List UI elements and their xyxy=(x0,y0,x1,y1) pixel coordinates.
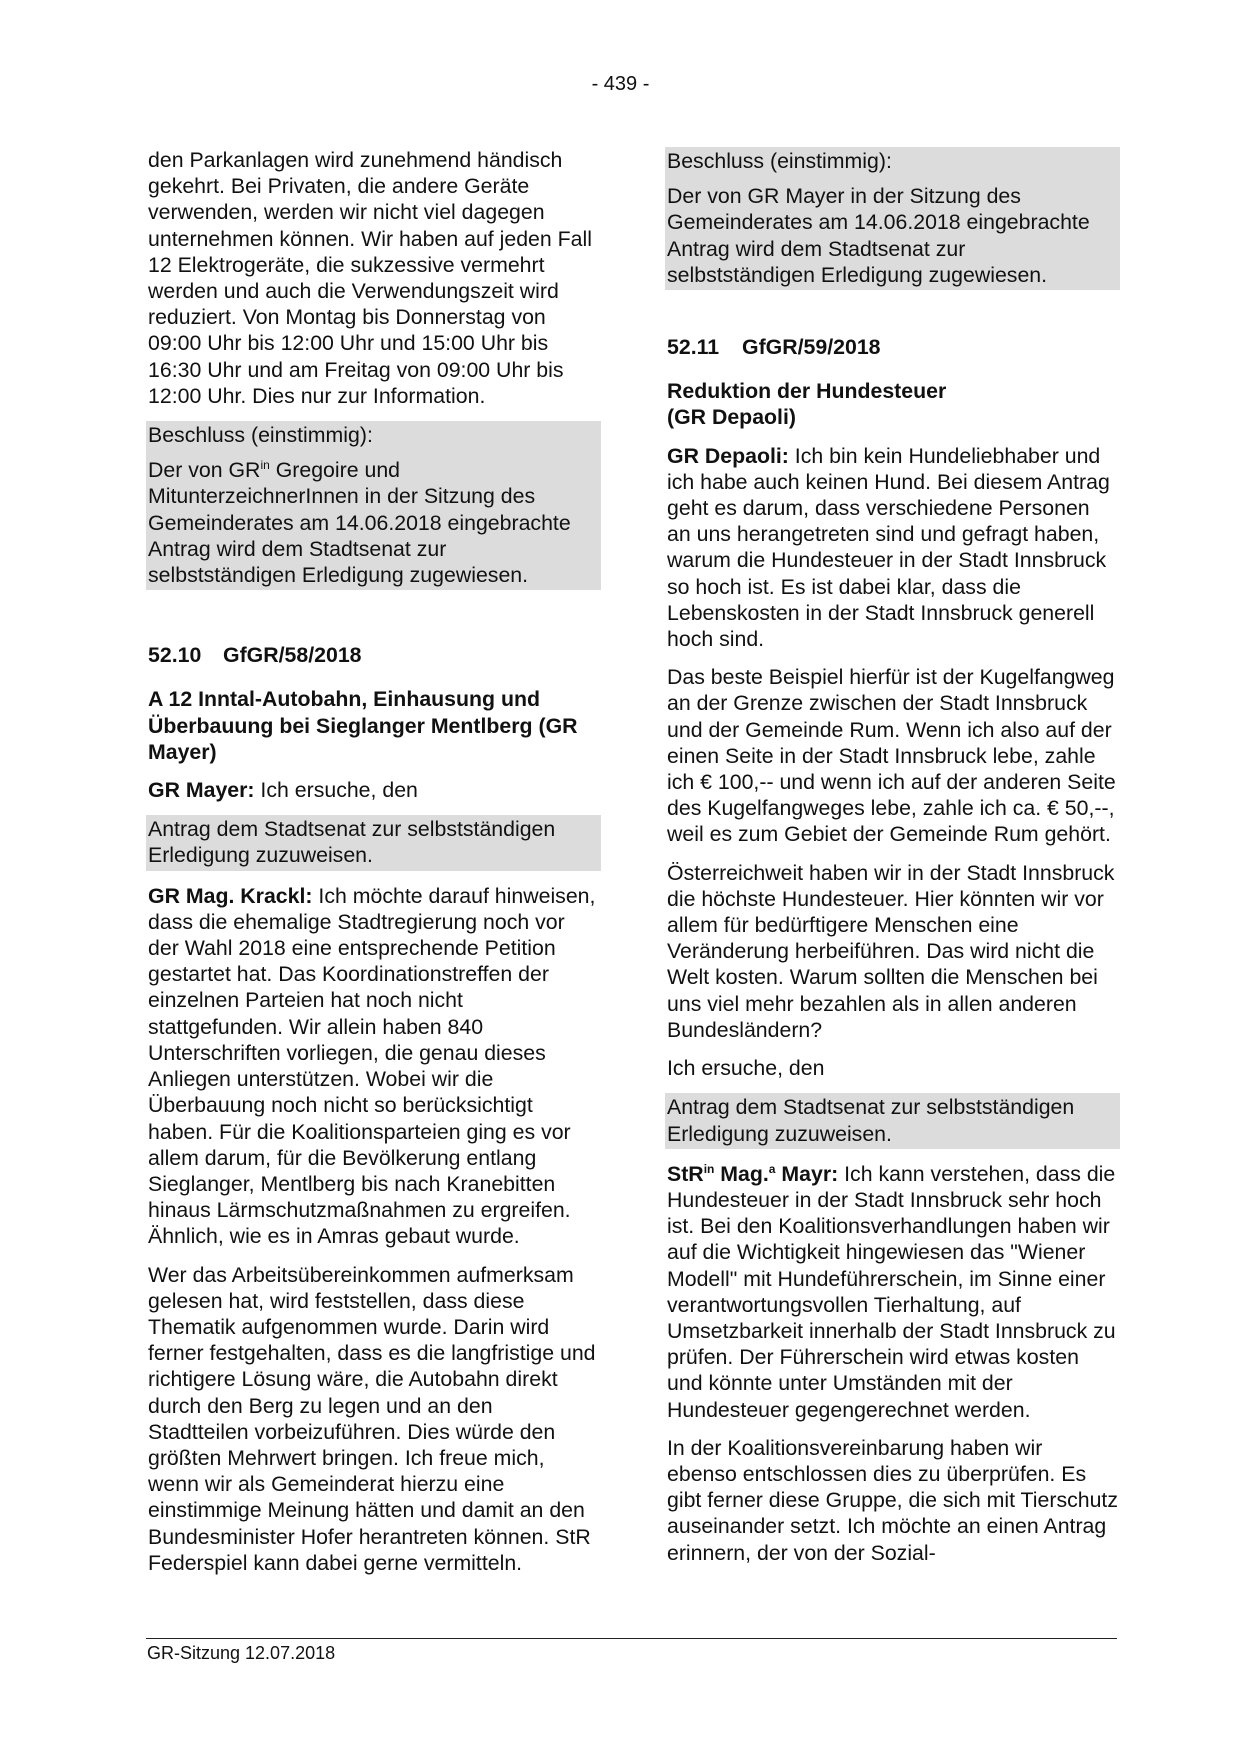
speech-text: Ich bin kein Hundeliebhaber und ich habe auch keinen Hund. Bei diesem Antrag geht es darum, dass verschiedene Personen an uns herangetreten sind und gefragt haben, warum die Hundesteuer in der Stadt Innsbruck so hoch ist. Es ist dabei klar, dass die Lebenskosten in der Stadt Innsbruck generell hoch sind. xyxy=(667,443,1110,652)
paragraph: Das beste Beispiel hierfür ist der Kugelfangweg an der Grenze zwischen der Stadt Innsbruck und der Gemeinde Rum. Wenn ich also auf der einen Seite in der Stadt Innsbruck lebe, zahle ich € 100,-- und wenn ich auf der anderen Seite des Kugelfangweges lebe, zahle ich ca. € 50,--, weil es zum Gebiet der Gemeinde Rum gehört. xyxy=(667,665,1116,847)
speaker-title: StR xyxy=(667,1161,704,1186)
speaker-name xyxy=(667,1162,838,1186)
speech-paragraph xyxy=(665,1161,1120,1423)
paragraph: Wer das Arbeitsübereinkommen aufmerksam gelesen hat, wird feststellen, dass diese Thematik aufgenommen wurde. Darin wird ferner festgehalten, dass es die langfristige und richtigere Lösung wäre, die Autobahn direkt durch den Berg zu legen und an den Stadtteilen vorbeizuführen. Dies würde den größten Mehrwert bringen. Ich freue mich, wenn wir als Gemeinderat hierzu eine einstimmige Meinung hätten und damit an den Bundesminister Hofer herantreten können. StR Federspiel kann dabei gerne vermitteln. xyxy=(148,1262,596,1575)
speech-text: Ich kann verstehen, dass die Hundesteuer in der Stadt Innsbruck sehr hoch ist. Bei den Koalitionsverhandlungen haben wir auf die Wichtigkeit hingewiesen das "Wiener Modell" mit Hundeführerschein, im Sinne einer verantwortungsvollen Tierhaltung, auf Umsetzbarkeit innerhalb der Stadt Innsbruck zu prüfen. Der Führerschein wird etwas kosten und könnte unter Umständen mit der Hundesteuer gegengerechnet werden. xyxy=(667,1161,1116,1422)
section-title: A 12 Inntal-Autobahn, Einhausung und Überbauung bei Sieglanger Mentlberg (GR Mayer) xyxy=(148,687,578,764)
spacer xyxy=(146,602,601,642)
paragraph: den Parkanlagen wird zunehmend händisch gekehrt. Bei Privaten, die andere Geräte verwenden, werden wir nicht viel dagegen unternehmen können. Wir haben auf jeden Fall 12 Elektrogeräte, die sukzessive vermehrt werden und auch die Verwendungszeit wird reduziert. Von Montag bis Donnerstag von 09:00 Uhr bis 12:00 Uhr und 15:00 Uhr bis 16:30 Uhr und am Freitag von 09:00 Uhr bis 12:00 Uhr. Dies nur zur Information. xyxy=(148,148,592,408)
section-code: GfGR/58/2018 xyxy=(223,643,362,668)
speech-text: Ich ersuche, den xyxy=(254,778,418,803)
resolution-body xyxy=(146,456,601,590)
superscript: in xyxy=(260,458,270,473)
left-column xyxy=(146,147,601,1588)
motion-highlight: Antrag dem Stadtsenat zur selbstständigen Erledigung zuzuweisen. xyxy=(665,1093,1120,1148)
spacer xyxy=(665,302,1120,334)
motion-highlight: Antrag dem Stadtsenat zur selbstständigen Erledigung zuzuweisen. xyxy=(146,815,601,870)
resolution-text: Der von GR xyxy=(148,458,261,483)
footer-divider xyxy=(146,1638,1117,1639)
superscript: in xyxy=(703,1161,715,1176)
resolution-text: Gregoire und MitunterzeichnerInnen in der Sitzung des Gemeinderates am 14.06.2018 eingebrachte Antrag wird dem Stadtsenat zur selbstständigen Erledigung zugewiesen. xyxy=(148,458,571,588)
page-number: - 439 - xyxy=(591,73,650,95)
speech-paragraph xyxy=(146,777,601,803)
speaker-name: GR Mag. Krackl: xyxy=(148,883,313,908)
section-code: GfGR/59/2018 xyxy=(742,335,881,360)
section-heading xyxy=(665,334,1120,360)
footer-text: GR-Sitzung 12.07.2018 xyxy=(147,1643,336,1663)
paragraph: Österreichweit haben wir in der Stadt Innsbruck die höchste Hundesteuer. Hier könnten wir vor allem für bedürftigere Menschen eine Veränderung herbeiführen. Das wird nicht die Welt kosten. Warum sollten die Menschen bei uns viel mehr bezahlen als in allen anderen Bundesländern? xyxy=(667,860,1115,1042)
speaker-title: Mag. xyxy=(714,1161,769,1186)
resolution-heading: Beschluss (einstimmig): xyxy=(665,147,1120,182)
speaker-name: GR Depaoli: xyxy=(667,443,789,468)
section-title xyxy=(665,378,1120,430)
resolution-heading: Beschluss (einstimmig): xyxy=(146,421,601,456)
paragraph: Ich ersuche, den xyxy=(667,1056,825,1081)
section-title-line: (GR Depaoli) xyxy=(667,405,796,430)
speech-paragraph xyxy=(146,883,601,1250)
resolution-body: Der von GR Mayer in der Sitzung des Gemeinderates am 14.06.2018 eingebrachte Antrag wird dem Stadtsenat zur selbstständigen Erledigung zugewiesen. xyxy=(665,182,1120,290)
section-title-line: Reduktion der Hundesteuer xyxy=(667,379,947,404)
section-number: 52.11 xyxy=(667,335,720,360)
speaker-name: GR Mayer: xyxy=(148,778,255,803)
section-number: 52.10 xyxy=(148,643,202,668)
paragraph: In der Koalitionsvereinbarung haben wir ebenso entschlossen dies zu überprüfen. Es gibt ferner diese Gruppe, die sich mit Tierschutz auseinander setzt. Ich möchte an einen Antrag erinnern, der von der Sozial- xyxy=(667,1435,1118,1565)
superscript: a xyxy=(768,1161,776,1176)
speech-text: Ich möchte darauf hinweisen, dass die ehemalige Stadtregierung noch vor der Wahl 2018 eine entsprechende Petition gestartet hat. Das Koordinationstreffen der einzelnen Parteien hat noch nicht stattgefunden. Wir allein haben 840 Unterschriften vorliegen, die genau dieses Anliegen unterstützen. Wobei wir die Überbauung noch nicht so berücksichtigt haben. Für die Koalitionsparteien ging es vor allem darum, für die Bevölkerung entlang Sieglanger, Mentlberg bis nach Kranebitten hinaus Lärmschutzmaßnahmen zu ergreifen. Ähnlich, wie es in Amras gebaut wurde. xyxy=(148,883,596,1249)
speaker-title: Mayr: xyxy=(775,1161,839,1186)
speech-paragraph xyxy=(665,443,1120,653)
section-heading xyxy=(146,642,601,668)
right-column xyxy=(665,147,1120,1578)
